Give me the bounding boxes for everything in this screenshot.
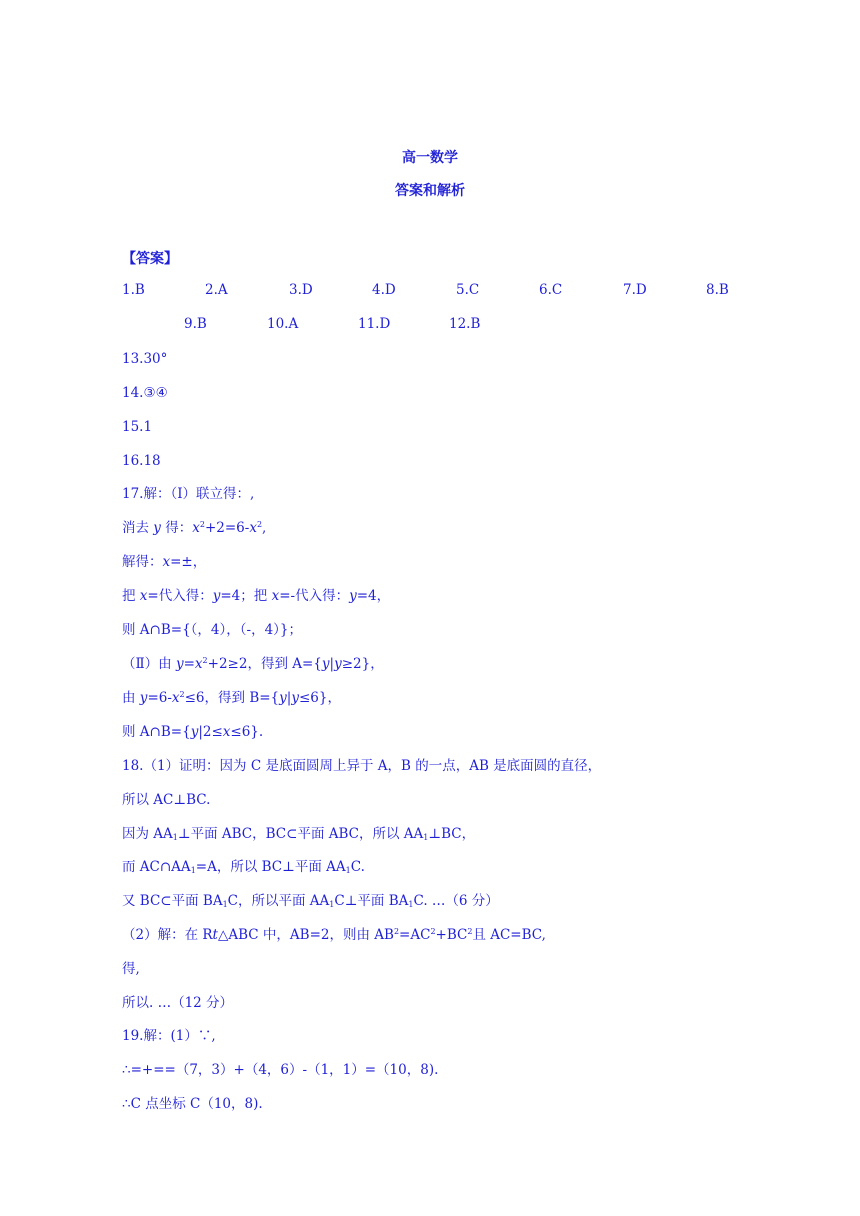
q17-line: 消去 y 得：$x^2+2=6-x^2$,	[122, 520, 267, 536]
choice-answer: 10.A	[267, 316, 299, 332]
choice-answer: 8.B	[706, 282, 729, 298]
q18-line: 所以 AC⊥BC.	[122, 792, 211, 808]
q18-line: （2）解：在 Rt△ABC 中，AB=2，则由 $AB^2=AC^2+BC^2$且 AC=BC,	[122, 927, 546, 943]
choice-answer: 12.B	[449, 316, 481, 332]
q17-line: 由 $y=6-x^2\le 6$，得到 B={y|y≤6}，	[122, 690, 341, 706]
choice-answer: 6.C	[539, 282, 563, 298]
q19-line: 19.解：(1）∵,	[122, 1028, 216, 1044]
q19-line: ∴C 点坐标 C（10，8).	[122, 1096, 263, 1112]
q17-line: 17.解：（Ⅰ）联立得：,	[122, 486, 255, 502]
choice-answer: 1.B	[122, 282, 145, 298]
q18-line: 又 BC⊂平面 $BA_1C$，所以平面 $AA_1C\perp$平面 $BA_1C$. …（6 分）	[122, 893, 499, 909]
choice-answer: 2.A	[205, 282, 228, 298]
q19-line: ∴=+==（7，3）+（4，6）-（1，1）=（10，8).	[122, 1062, 439, 1078]
fill-answer: 16.18	[122, 453, 161, 469]
choice-answer: 11.D	[358, 316, 391, 332]
choice-answer: 7.D	[623, 282, 647, 298]
fill-answer: 14.③④	[122, 385, 168, 401]
q18-line: 因为 $AA_1\perp$平面 ABC，BC⊂平面 ABC，所以 $AA_1\perp BC$，	[122, 826, 476, 842]
choice-answer: 9.B	[184, 316, 207, 332]
q17-line: 解得：x=±，	[122, 554, 207, 570]
document-subtitle: 答案和解析	[395, 183, 465, 199]
q17-line: 则 A∩B={y|2≤x≤6}.	[122, 724, 264, 740]
choice-answer: 3.D	[289, 282, 313, 298]
document-title: 高一数学	[402, 150, 458, 166]
fill-answer: 15.1	[122, 419, 153, 435]
q17-line: （Ⅱ）由 $y=x^2+2\ge 2$，得到 A={y|y≥2}，	[122, 656, 384, 672]
q18-line: 而 $AC\cap AA_1=A$，所以 BC⊥平面 $AA_1C$.	[122, 859, 365, 875]
choice-answer: 5.C	[456, 282, 480, 298]
fill-answer: 13.30°	[122, 351, 168, 367]
q18-line: 18.（1）证明：因为 C 是底面圆周上异于 A，B 的一点，AB 是底面圆的直径，	[122, 758, 602, 774]
choice-answer: 4.D	[372, 282, 396, 298]
q17-line: 把 x=代入得：y=4；把 x=-代入得：y=4，	[122, 588, 391, 604]
q17-line: 则 A∩B={（，4），（-，4）}；	[122, 622, 303, 638]
answers-heading: 【答案】	[122, 251, 178, 267]
q18-line: 得,	[122, 961, 140, 977]
q18-line: 所以. …（12 分）	[122, 995, 234, 1011]
